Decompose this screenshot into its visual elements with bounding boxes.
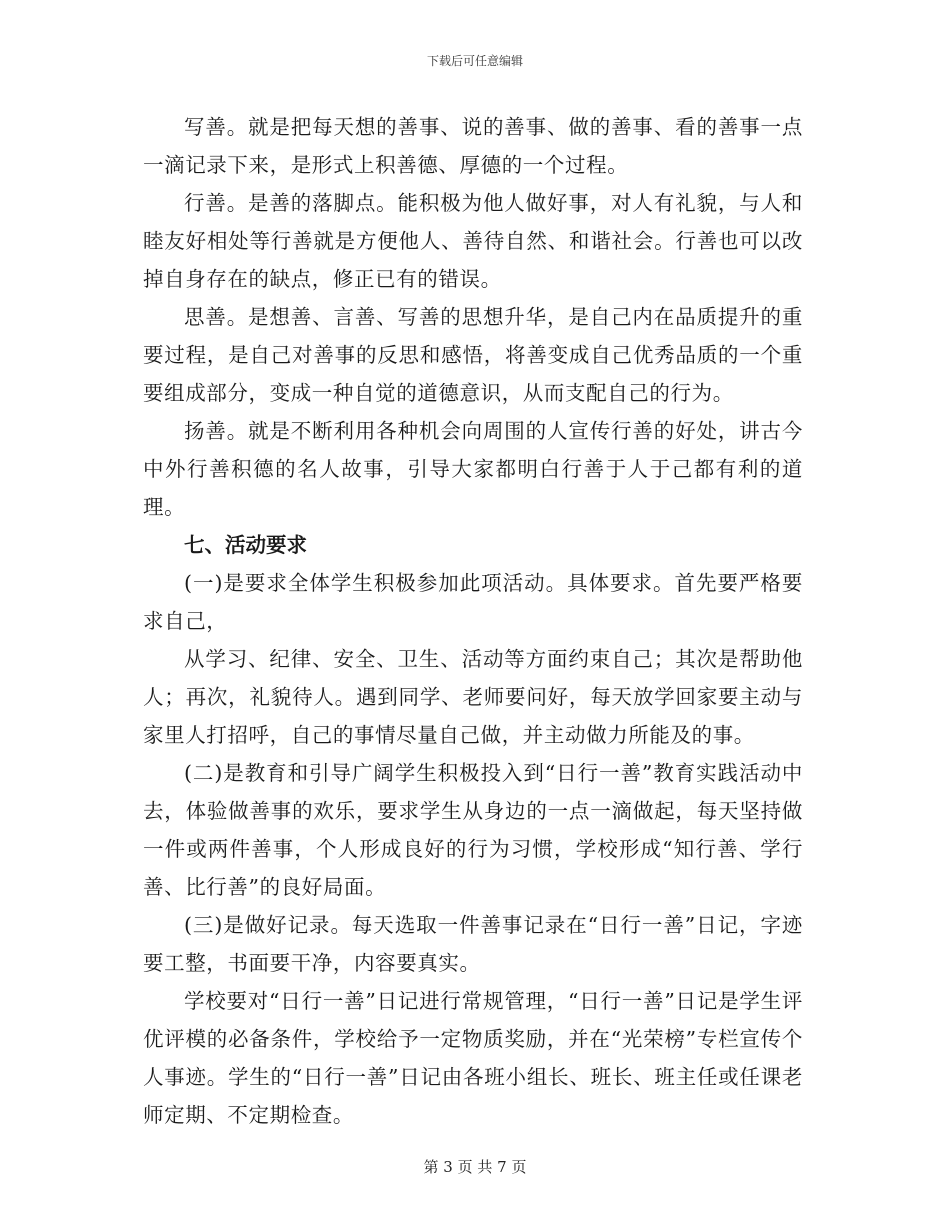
diary-management: 学校要对“日行一善”日记进行常规管理，“日行一善”日记是学生评优评模的必备条件，学校给予一定物质奖励，并在“光荣榜”专栏宣传个人事迹。学生的“日行一善”日记由各班小组长、班长、班主任或任课老师定期、不定期检查。	[143, 989, 803, 1127]
document-body	[143, 108, 803, 1134]
page-header-note: 下载后可任意编辑	[426, 54, 523, 68]
requirement-one-detail: 从学习、纪律、安全、卫生、活动等方面约束自己；其次是帮助他人；再次，礼貌待人。遇到同学、老师要问好，每天放学回家要主动与家里人打招呼，自己的事情尽量自己做，并主动做力所能及的事。	[143, 647, 803, 747]
requirement-two: (二)是教育和引导广阔学生积极投入到“日行一善”教育实践活动中去，体验做善事的欢乐，要求学生从身边的一点一滴做起，每天坚持做一件或两件善事，个人形成良好的行为习惯，学校形成“知行善、学行善、比行善”的良好局面。	[143, 761, 803, 899]
page-number: 第 3 页 共 7 页	[423, 1158, 527, 1176]
paragraph-xing-shan: 行善。是善的落脚点。能积极为他人做好事，对人有礼貌，与人和睦友好相处等行善就是方便他人、善待自然、和谐社会。行善也可以改掉自身存在的缺点，修正已有的错误。	[143, 191, 803, 291]
paragraph-si-shan: 思善。是想善、言善、写善的思想升华，是自己内在品质提升的重要过程，是自己对善事的反思和感悟，将善变成自己优秀品质的一个重要组成部分，变成一种自觉的道德意识，从而支配自己的行为。	[143, 305, 803, 405]
requirement-three: (三)是做好记录。每天选取一件善事记录在“日行一善”日记，字迹要工整，书面要干净，内容要真实。	[143, 913, 803, 975]
requirement-one: (一)是要求全体学生积极参加此项活动。具体要求。首先要严格要求自己，	[143, 571, 803, 633]
section-heading: 七、活动要求	[184, 533, 307, 557]
paragraph-xie-shan: 写善。就是把每天想的善事、说的善事、做的善事、看的善事一点一滴记录下来，是形式上积善德、厚德的一个过程。	[143, 115, 803, 177]
paragraph-yang-shan: 扬善。就是不断利用各种机会向周围的人宣传行善的好处，讲古今中外行善积德的名人故事，引导大家都明白行善于人于己都有利的道理。	[143, 419, 803, 519]
